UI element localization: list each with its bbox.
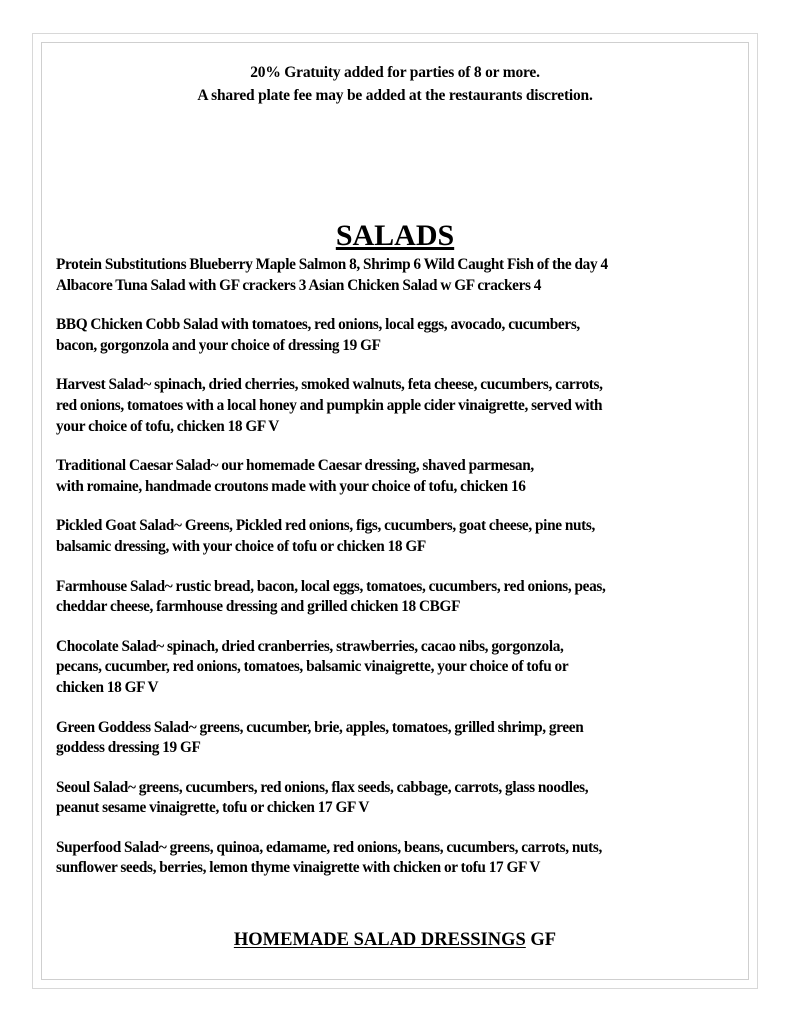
- footer-spacer: [50, 898, 740, 928]
- menu-item-bbq-chicken-cobb-salad: [50, 315, 740, 356]
- menu-item-line: with romaine, handmade croutons made with your choice of tofu, chicken 16: [56, 477, 526, 495]
- menu-item-harvest-salad: [50, 375, 740, 437]
- menu-item-chocolate-salad: [50, 637, 740, 699]
- gratuity-notice-line-1: 20% Gratuity added for parties of 8 or more.: [250, 64, 540, 81]
- gratuity-notice-line-2: A shared plate fee may be added at the restaurants discretion.: [197, 87, 593, 104]
- menu-item-line: Seoul Salad~ greens, cucumbers, red onions, flax seeds, cabbage, carrots, glass noodles,: [56, 778, 589, 796]
- menu-item-line: Protein Substitutions Blueberry Maple Salmon 8, Shrimp 6 Wild Caught Fish of the day 4: [56, 256, 608, 273]
- homemade-salad-dressings-heading: [50, 928, 740, 952]
- menu-page-content: [42, 43, 748, 979]
- menu-item-superfood-salad: [50, 838, 740, 879]
- menu-item-line: red onions, tomatoes with a local honey and pumpkin apple cider vinaigrette, served with: [56, 396, 603, 414]
- page-title: [50, 219, 740, 253]
- menu-item-line: peanut sesame vinaigrette, tofu or chicken 17 GF V: [56, 799, 370, 817]
- menu-item-line: Albacore Tuna Salad with GF crackers 3 Asian Chicken Salad w GF crackers 4: [56, 276, 542, 294]
- section-title-text: SALADS: [335, 219, 455, 252]
- menu-item-line: balsamic dressing, with your choice of tofu or chicken 18 GF: [56, 537, 426, 555]
- menu-item-pickled-goat-salad: [50, 516, 740, 557]
- menu-item-line: your choice of tofu, chicken 18 GF V: [56, 417, 279, 435]
- menu-item-farmhouse-salad: [50, 577, 740, 618]
- salads-menu-list: [50, 255, 740, 879]
- header-spacer: [50, 107, 740, 219]
- menu-item-line: goddess dressing 19 GF: [56, 739, 201, 757]
- dressings-heading-gf-suffix: GF: [525, 930, 557, 951]
- menu-item-seoul-salad: [50, 778, 740, 819]
- menu-item-line: cheddar cheese, farmhouse dressing and grilled chicken 18 CBGF: [56, 598, 461, 616]
- menu-item-line: sunflower seeds, berries, lemon thyme vinaigrette with chicken or tofu 17 GF V: [56, 859, 541, 877]
- menu-item-line: Chocolate Salad~ spinach, dried cranberries, strawberries, cacao nibs, gorgonzola,: [56, 637, 564, 655]
- menu-item-line: Harvest Salad~ spinach, dried cherries, smoked walnuts, feta cheese, cucumbers, carrots,: [56, 376, 603, 394]
- menu-item-line: Farmhouse Salad~ rustic bread, bacon, local eggs, tomatoes, cucumbers, red onions, peas,: [56, 577, 606, 595]
- menu-item-line: bacon, gorgonzola and your choice of dressing 19 GF: [56, 336, 381, 354]
- menu-item-protein-substitutions: [50, 255, 740, 296]
- menu-item-line: Green Goddess Salad~ greens, cucumber, brie, apples, tomatoes, grilled shrimp, green: [56, 718, 584, 736]
- page-outer-border: [32, 33, 758, 989]
- menu-item-line: BBQ Chicken Cobb Salad with tomatoes, red onions, local eggs, avocado, cucumbers,: [56, 316, 580, 334]
- menu-item-green-goddess-salad: [50, 718, 740, 759]
- gratuity-notice: [50, 61, 740, 107]
- page-inner-border: [41, 42, 749, 980]
- menu-item-line: Pickled Goat Salad~ Greens, Pickled red onions, figs, cucumbers, goat cheese, pine nuts,: [56, 517, 595, 535]
- menu-item-traditional-caesar-salad: [50, 456, 740, 497]
- menu-item-line: Superfood Salad~ greens, quinoa, edamame, red onions, beans, cucumbers, carrots, nuts,: [56, 838, 602, 856]
- menu-item-line: pecans, cucumber, red onions, tomatoes, balsamic vinaigrette, your choice of tofu or: [56, 658, 569, 676]
- dressings-heading-underlined-text: HOMEMADE SALAD DRESSINGS: [233, 930, 526, 951]
- menu-item-line: Traditional Caesar Salad~ our homemade Caesar dressing, shaved parmesan,: [56, 457, 534, 475]
- menu-item-line: chicken 18 GF V: [56, 678, 159, 696]
